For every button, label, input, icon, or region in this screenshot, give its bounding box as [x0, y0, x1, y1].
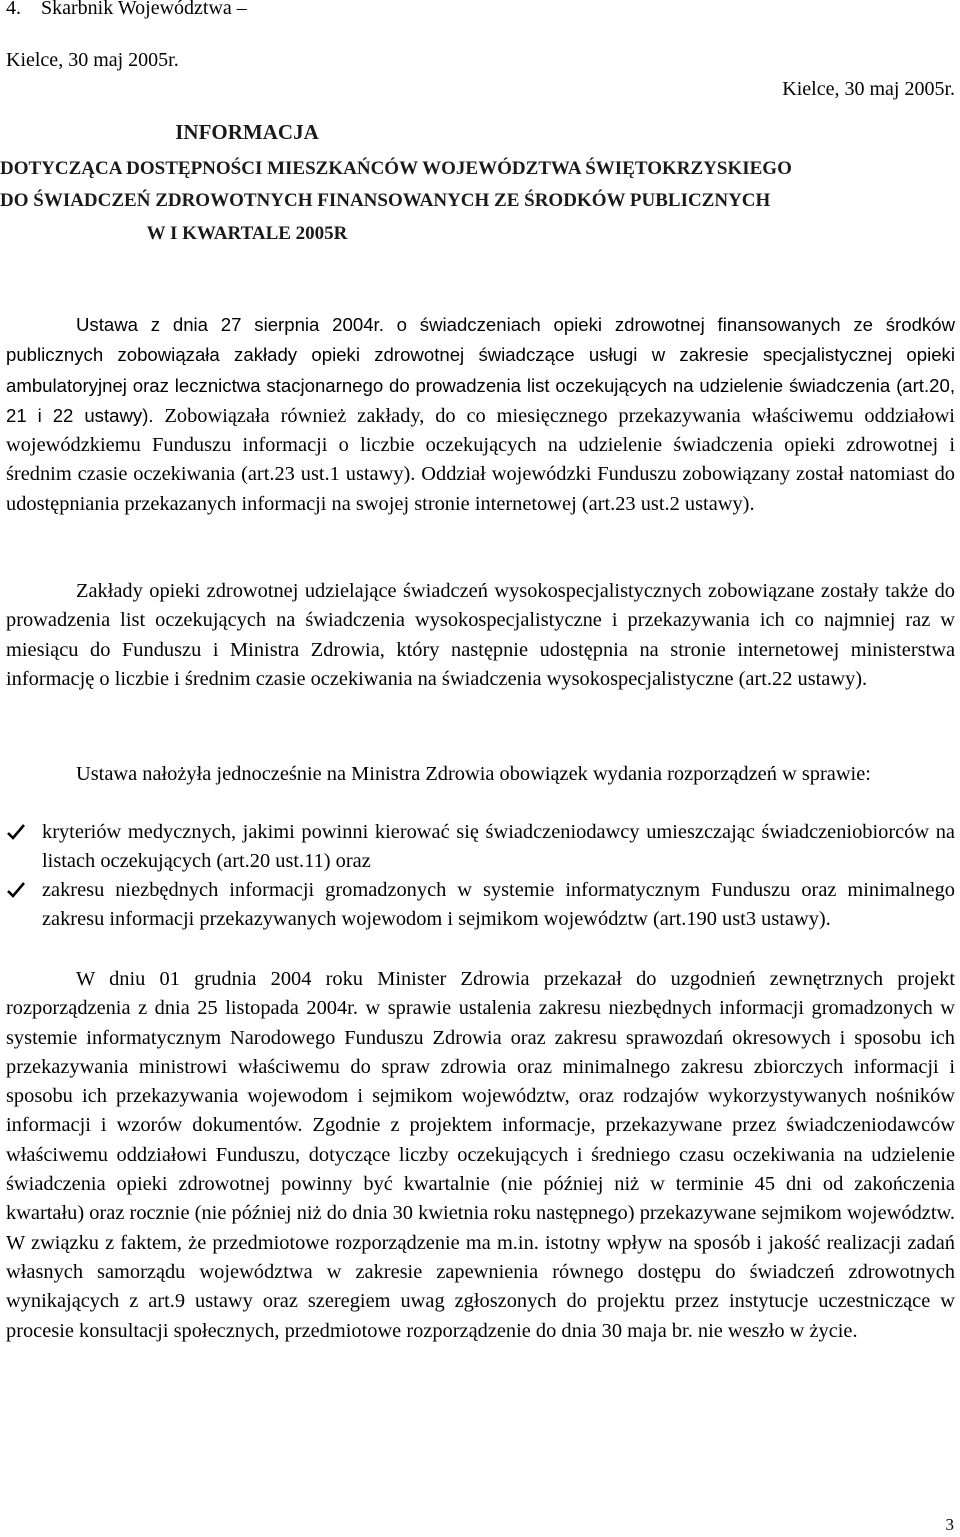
- checklist-item: [6, 876, 955, 935]
- checklist-item: [6, 818, 955, 877]
- place-date-left: Kielce, 30 maj 2005r.: [6, 49, 179, 71]
- paragraph-1-sans: Ustawa z dnia 27 sierpnia 2004r. o świadczeniach opieki zdrowotnej finansowanych ze środków publicznych zobowiązała zakłady opieki zdrowotnej świadczące usługi w zakresie specjalistycznej opieki ambulatoryjnej oraz lecznictwa stacjonarnego do prowadzenia list oczekujących na udzielenie świadczenia (art.20, 21 i 22 ustawy).: [6, 314, 955, 426]
- title-line-1: INFORMACJA: [175, 120, 319, 144]
- title-line-2: DOTYCZĄCA DOSTĘPNOŚCI MIESZKAŃCÓW WOJEWÓDZTWA ŚWIĘTOKRZYSKIEGO: [0, 158, 792, 179]
- title-line-3: DO ŚWIADCZEŃ ZDROWOTNYCH FINANSOWANYCH ZE ŚRODKÓW PUBLICZNYCH: [0, 190, 771, 211]
- title-line-4: W I KWARTALE 2005R: [146, 223, 348, 244]
- page-number: 3: [945, 1515, 954, 1534]
- paragraph-3-text: Ustawa nałożyła jednocześnie na Ministra Zdrowia obowiązek wydania rozporządzeń w sprawie:: [76, 763, 871, 785]
- checklist-item-text: zakresu niezbędnych informacji gromadzonych w systemie informatycznym Funduszu oraz minimalnego zakresu informacji przekazywanych wojewodom i sejmikom województw (art.190 ust3 ustawy).: [42, 879, 955, 931]
- header-item: [6, 0, 247, 20]
- item-title: Skarbnik Województwa –: [41, 0, 247, 19]
- checklist-item-text: kryteriów medycznych, jakimi powinni kierować się świadczeniodawcy umieszczając świadczeniobiorców na listach oczekujących (art.20 ust.11) oraz: [42, 821, 955, 873]
- paragraph-1-serif: Zobowiązała również zakłady, do co miesięcznego przekazywania właściwemu oddziałowi wojewódzkiemu Funduszu informacji o liczbie oczekujących na udzielenie świadczenia opieki zdrowotnej i średnim czasie oczekiwania (art.23 ust.1 ustawy). Oddział wojewódzki Funduszu zobowiązany został natomiast do udostępniania przekazanych informacji na swojej stronie internetowej (art.23 ust.2 ustawy).: [6, 404, 955, 515]
- paragraph-4: [6, 965, 955, 1346]
- paragraph-3: [6, 760, 955, 789]
- item-number: 4.: [6, 0, 21, 19]
- check-icon: [6, 822, 26, 842]
- paragraph-4-text: W dniu 01 grudnia 2004 roku Minister Zdrowia przekazał do uzgodnień zewnętrznych projekt rozporządzenia z dnia 25 listopada 2004r. w sprawie ustalenia zakresu niezbędnych informacji gromadzonych w systemie informatycznym Narodowego Funduszu Zdrowia oraz zakresu sprawozdań okresowych i sposobu ich przekazywania ministrowi właściwemu do spraw zdrowia oraz minimalnego zakresu zbiorczych informacji i sposobu ich przekazywania wojewodom i sejmikom województw, oraz rodzajów wykorzystywanych nośników informacji i wzorów dokumentów. Zgodnie z projektem informacje, przekazywane przez świadczeniodawców właściwemu oddziałowi Funduszu, dotyczące liczby oczekujących i średniego czasu oczekiwania na udzielenie świadczenia opieki zdrowotnej powinny być kwartalnie (nie później niż w terminie 45 dni od zakończenia kwartału) oraz rocznie (nie później niż do dnia 30 kwietnia roku następnego) przekazywane sejmikom województw. W związku z faktem, że przedmiotowe rozporządzenie ma m.in. istotny wpływ na sposób i jakość realizacji zadań własnych samorządu województwa w zakresie zapewnienia równego dostępu do świadczeń zdrowotnych wynikających z art.9 ustawy oraz szeregiem uwag zgłoszonych do projektu przez instytucje uczestniczące w procesie konsultacji społecznych, przedmiotowe rozporządzenie do dnia 30 maja br. nie weszło w życie.: [6, 968, 955, 1342]
- document-title: [0, 117, 494, 149]
- paragraph-1: [6, 310, 955, 519]
- paragraph-2: [6, 577, 955, 694]
- check-icon: [6, 880, 26, 900]
- paragraph-2-text: Zakłady opieki zdrowotnej udzielające świadczeń wysokospecjalistycznych zobowiązane zostały także do prowadzenia list oczekujących na świadczenia wysokospecjalistyczne i przekazywania ich co najmniej raz w miesiącu do Funduszu i Ministra Zdrowia, który następnie udostępnia na stronie internetowej ministerstwa informację o liczbie i średnim czasie oczekiwania na świadczenia wysokospecjalistyczne (art.22 ustawy).: [6, 580, 955, 690]
- place-date-right: Kielce, 30 maj 2005r.: [782, 78, 955, 100]
